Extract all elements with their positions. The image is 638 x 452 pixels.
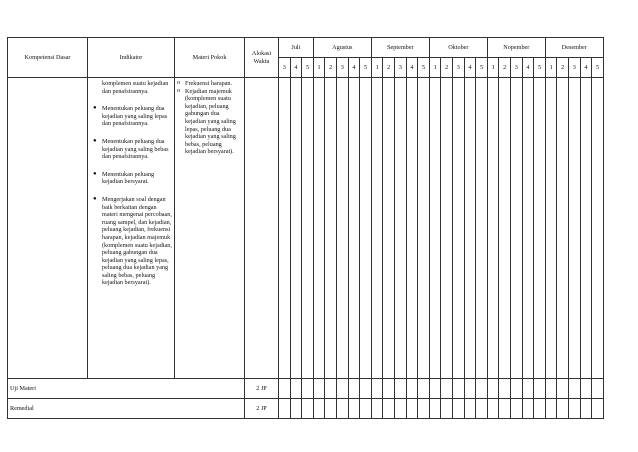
week-cell [325, 399, 337, 419]
week-cell [279, 399, 291, 419]
bullet-icon: ● [93, 170, 97, 177]
content-row [8, 78, 604, 379]
indikator-text: Menentukan peluang dua kejadian yang saling lepas dan penafsirannya. [102, 105, 168, 128]
week-cell [383, 379, 395, 399]
footer-alokasi: 2 JP [245, 399, 279, 419]
week-cell [290, 379, 302, 399]
week-cell [302, 399, 314, 419]
indikator-list [92, 80, 172, 287]
week-cell [302, 78, 314, 379]
week-number: 1 [487, 58, 499, 78]
week-cell [336, 399, 348, 419]
week-number: 4 [406, 58, 418, 78]
week-cell [406, 78, 418, 379]
week-number: 5 [592, 58, 604, 78]
week-cell [545, 78, 557, 379]
week-cell [290, 399, 302, 419]
week-cell [499, 78, 511, 379]
circle-bullet-icon: o [177, 87, 180, 94]
week-cell [464, 78, 476, 379]
month-header: Nopember [487, 38, 545, 58]
week-cell [371, 379, 383, 399]
week-cell [395, 78, 407, 379]
week-cell [371, 399, 383, 419]
week-cell [348, 78, 360, 379]
week-number: 3 [395, 58, 407, 78]
week-cell [429, 78, 441, 379]
week-cell [487, 379, 499, 399]
schedule-table [7, 37, 604, 419]
week-cell [360, 379, 372, 399]
week-cell [406, 379, 418, 399]
month-header: Agustus [313, 38, 371, 58]
alokasi-cell [245, 78, 279, 379]
week-cell [534, 379, 546, 399]
week-cell [360, 399, 372, 419]
col-header-alokasi: Alokasi Waktu [245, 38, 279, 78]
week-cell [534, 78, 546, 379]
week-cell [557, 78, 569, 379]
week-cell [395, 399, 407, 419]
week-cell [534, 399, 546, 419]
week-number: 2 [499, 58, 511, 78]
week-cell [522, 78, 534, 379]
week-cell [592, 379, 604, 399]
week-cell [360, 78, 372, 379]
week-cell [348, 399, 360, 419]
indikator-item [93, 105, 172, 128]
materi-item [177, 87, 242, 156]
week-number: 5 [476, 58, 488, 78]
indikator-cell [88, 78, 175, 379]
indikator-item [93, 170, 172, 186]
week-cell [441, 399, 453, 419]
week-cell [453, 78, 465, 379]
week-cell [348, 379, 360, 399]
indikator-text: Menentukan peluang kejadian bersyarat. [102, 170, 155, 186]
week-cell [279, 379, 291, 399]
week-cell [441, 379, 453, 399]
week-cell [487, 399, 499, 419]
week-number: 4 [290, 58, 302, 78]
week-cell [464, 399, 476, 419]
week-cell [313, 379, 325, 399]
indikator-text: komplemen suatu kejadian dan penafsirannya. [102, 80, 169, 95]
bullet-icon: ● [93, 195, 97, 202]
week-cell [429, 379, 441, 399]
week-cell [418, 399, 430, 419]
week-number: 5 [360, 58, 372, 78]
indikator-item [102, 80, 172, 95]
footer-label: Remedial [8, 399, 245, 419]
indikator-item [93, 137, 172, 161]
indikator-item [93, 195, 172, 287]
materi-text: Kejadian majemuk (komplemen suatu kejadian, peluang gabungan dua kejadian yang saling lepas, peluang dua kejadian yang saling bebas, peluang kejadian bersyarat). [185, 87, 236, 156]
week-cell [569, 379, 581, 399]
materi-cell [175, 78, 245, 379]
week-cell [418, 379, 430, 399]
week-cell [557, 399, 569, 419]
week-cell [522, 379, 534, 399]
week-cell [325, 379, 337, 399]
week-cell [522, 399, 534, 419]
week-cell [406, 399, 418, 419]
week-cell [453, 399, 465, 419]
week-cell [476, 399, 488, 419]
week-cell [511, 379, 523, 399]
week-cell [545, 379, 557, 399]
week-number: 1 [313, 58, 325, 78]
header-row-months [8, 38, 604, 58]
month-header: Juli [279, 38, 314, 58]
week-number: 4 [522, 58, 534, 78]
week-number: 3 [279, 58, 291, 78]
week-number: 1 [429, 58, 441, 78]
week-cell [313, 399, 325, 419]
week-number: 3 [453, 58, 465, 78]
week-cell [395, 379, 407, 399]
materi-list [177, 80, 242, 156]
week-number: 2 [325, 58, 337, 78]
week-number: 3 [511, 58, 523, 78]
week-cell [569, 78, 581, 379]
col-header-materi: Materi Pokok [175, 38, 245, 78]
indikator-text: Menentukan peluang dua kejadian yang saling bebas dan penafsirannya. [102, 137, 169, 161]
week-cell [557, 379, 569, 399]
week-number: 5 [534, 58, 546, 78]
week-number: 4 [348, 58, 360, 78]
week-number: 3 [336, 58, 348, 78]
week-cell [487, 78, 499, 379]
week-cell [302, 379, 314, 399]
week-number: 4 [580, 58, 592, 78]
week-cell [290, 78, 302, 379]
week-cell [453, 379, 465, 399]
week-cell [580, 399, 592, 419]
week-number: 2 [441, 58, 453, 78]
circle-bullet-icon: o [177, 80, 180, 86]
week-cell [545, 399, 557, 419]
materi-item [177, 80, 242, 88]
week-cell [429, 399, 441, 419]
week-cell [476, 78, 488, 379]
week-cell [569, 399, 581, 419]
week-cell [441, 78, 453, 379]
week-number: 1 [545, 58, 557, 78]
footer-label: Uji Materi [8, 379, 245, 399]
week-number: 3 [569, 58, 581, 78]
week-number: 4 [464, 58, 476, 78]
month-header: September [371, 38, 429, 58]
week-cell [418, 78, 430, 379]
week-cell [592, 399, 604, 419]
week-cell [383, 78, 395, 379]
col-header-kompetensi: Kompetensi Dasar [8, 38, 88, 78]
bullet-icon: ● [93, 137, 97, 144]
schedule-sheet [7, 37, 603, 413]
kompetensi-cell [8, 78, 88, 379]
week-cell [511, 399, 523, 419]
week-number: 5 [302, 58, 314, 78]
week-cell [371, 78, 383, 379]
footer-row [8, 379, 604, 399]
month-header: Desember [545, 38, 603, 58]
week-cell [313, 78, 325, 379]
footer-row [8, 399, 604, 419]
week-cell [383, 399, 395, 419]
week-cell [592, 78, 604, 379]
week-cell [511, 78, 523, 379]
week-cell [336, 78, 348, 379]
week-cell [499, 399, 511, 419]
materi-text: Frekuensi harapan. [185, 80, 233, 87]
week-number: 2 [557, 58, 569, 78]
bullet-icon: ● [93, 105, 97, 112]
week-number: 1 [371, 58, 383, 78]
month-header: Oktober [429, 38, 487, 58]
week-number: 2 [383, 58, 395, 78]
week-cell [336, 379, 348, 399]
col-header-indikator: Indikator [88, 38, 175, 78]
week-cell [476, 379, 488, 399]
week-cell [580, 78, 592, 379]
footer-alokasi: 2 JP [245, 379, 279, 399]
indikator-text: Mengerjakan soal dengan baik berkaitan dengan materi mengenai percobaan, ruang sampel, dan kejadian, peluang kejadian, frekuensi harapan, kejadian majemuk (komplemen suatu kejadian, peluang gabungan dua kejadian yang saling lepas, peluang dua kejadian yang saling bebas, peluang kejadian bersyarat). [102, 195, 172, 287]
week-cell [325, 78, 337, 379]
week-cell [580, 379, 592, 399]
week-cell [464, 379, 476, 399]
week-number: 5 [418, 58, 430, 78]
week-cell [499, 379, 511, 399]
week-cell [279, 78, 291, 379]
